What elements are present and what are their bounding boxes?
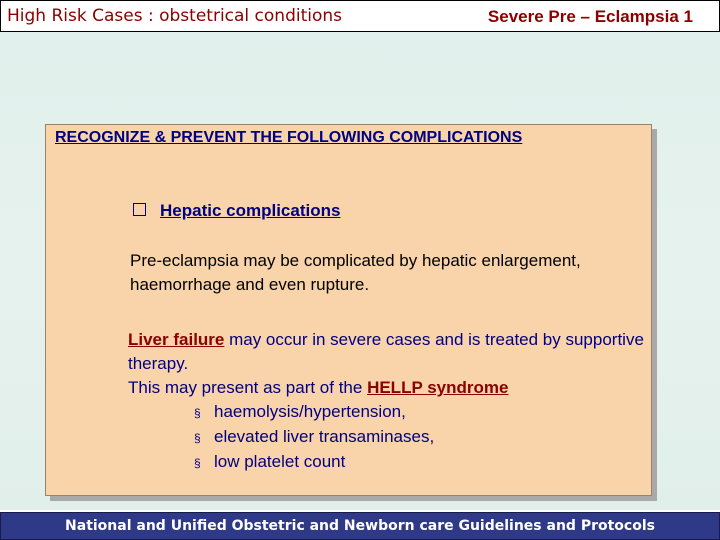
- complications-card: [45, 124, 652, 496]
- list-item: [128, 425, 648, 450]
- header-right-title: Severe Pre – Eclampsia 1: [487, 7, 693, 26]
- list-item: [128, 450, 648, 475]
- hepatic-paragraph: Pre-eclampsia may be complicated by hepatic enlargement, haemorrhage and even rupture.: [130, 251, 581, 294]
- bullet-text: low platelet count: [214, 452, 346, 471]
- card-title: RECOGNIZE & PREVENT THE FOLLOWING COMPLICATIONS: [55, 129, 523, 146]
- bullet-marker-icon: §: [194, 406, 201, 420]
- hellp-label: HELLP syndrome: [367, 378, 509, 397]
- footer-bar: [0, 512, 720, 540]
- liver-failure-line: [128, 328, 648, 376]
- bullet-text: haemolysis/hypertension,: [214, 402, 406, 421]
- bullet-marker-icon: §: [194, 456, 201, 470]
- header-left-title: High Risk Cases : obstetrical conditions: [7, 6, 343, 26]
- liver-failure-block: [128, 328, 648, 475]
- hellp-line: [128, 376, 648, 400]
- list-item: [128, 400, 648, 425]
- footer-text: National and Unified Obstetric and Newborn care Guidelines and Protocols: [65, 518, 655, 534]
- bullet-marker-icon: §: [194, 431, 201, 445]
- bullet-text: elevated liver transaminases,: [214, 427, 435, 446]
- hellp-prefix: This may present as part of the: [128, 378, 368, 397]
- slide-content: [0, 32, 720, 510]
- liver-failure-label: Liver failure: [128, 330, 225, 349]
- liver-failure-text: may occur in severe cases and is treated by supportive therapy.: [128, 330, 644, 373]
- checkbox-icon: [133, 203, 146, 216]
- header-bar: [0, 0, 720, 32]
- section-title: Hepatic complications: [160, 201, 341, 220]
